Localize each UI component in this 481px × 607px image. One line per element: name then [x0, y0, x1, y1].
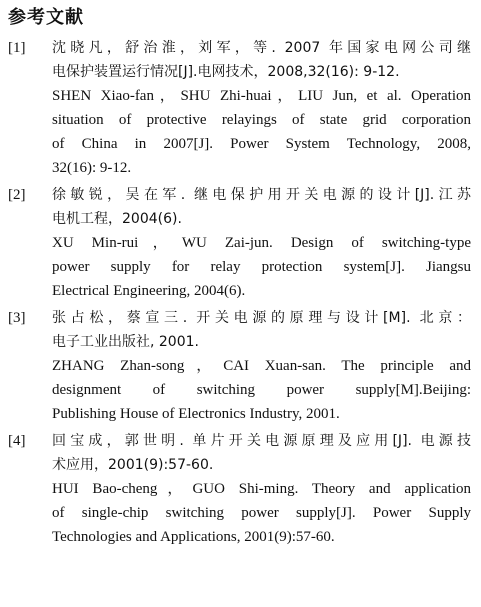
reference-zh-line: 回宝成，郭世明. 单片开关电源原理及应用[J]. 电源技 [52, 433, 471, 449]
reference-number: [4] [8, 433, 26, 449]
reference-item-2 [8, 183, 471, 303]
reference-en-line: ZHANG Zhan-song，CAI Xuan-san. The principle and [52, 358, 471, 374]
reference-en-line: SHEN Xiao-fan，SHU Zhi-huai，LIU Jun, et al. Operation [52, 88, 471, 104]
reference-en-line: power supply for relay protection system[J]. Jiangsu [52, 259, 471, 275]
reference-zh-line: 电机工程，2004(6). [52, 211, 182, 227]
reference-en-line: 32(16): 9-12. [52, 160, 132, 176]
reference-en-line: of China in 2007[J]. Power System Technology, 2008, [52, 136, 471, 152]
reference-zh-line: 术应用，2001(9):57-60. [52, 457, 214, 473]
reference-item-1 [8, 36, 471, 180]
reference-en-line: Technologies and Applications, 2001(9):57-60. [52, 529, 335, 545]
section-title: 参考文献 [8, 7, 84, 28]
reference-en-line: Electrical Engineering, 2004(6). [52, 283, 246, 299]
reference-en-line: situation of protective relayings of state grid corporation [52, 112, 471, 128]
reference-item-4 [8, 429, 471, 549]
reference-item-3 [8, 306, 471, 426]
reference-zh-line: 电子工业出版社, 2001. [52, 334, 199, 350]
reference-en-line: of single-chip switching power supply[J]. Power Supply [52, 505, 471, 521]
reference-zh-line: 电保护装置运行情况[J].电网技术，2008,32(16): 9-12. [52, 64, 400, 80]
reference-en-line: Publishing House of Electronics Industry, 2001. [52, 406, 340, 422]
reference-number: [1] [8, 40, 26, 56]
reference-zh-line: 徐敏锐，吴在军. 继电保护用开关电源的设计[J].江苏 [52, 187, 471, 203]
reference-en-line: HUI Bao-cheng，GUO Shi-ming. Theory and application [52, 481, 471, 497]
reference-en-line: XU Min-rui，WU Zai-jun. Design of switching-type [52, 235, 471, 251]
reference-zh-line: 沈晓凡，舒治淮，刘军，等. 2007 年国家电网公司继 [52, 40, 471, 56]
reference-number: [3] [8, 310, 26, 326]
reference-list [8, 36, 471, 549]
reference-en-line: designment of switching power supply[M].Beijing: [52, 382, 471, 398]
reference-zh-line: 张占松，蔡宣三. 开关电源的原理与设计[M]. 北京： [52, 310, 471, 326]
reference-number: [2] [8, 187, 26, 203]
